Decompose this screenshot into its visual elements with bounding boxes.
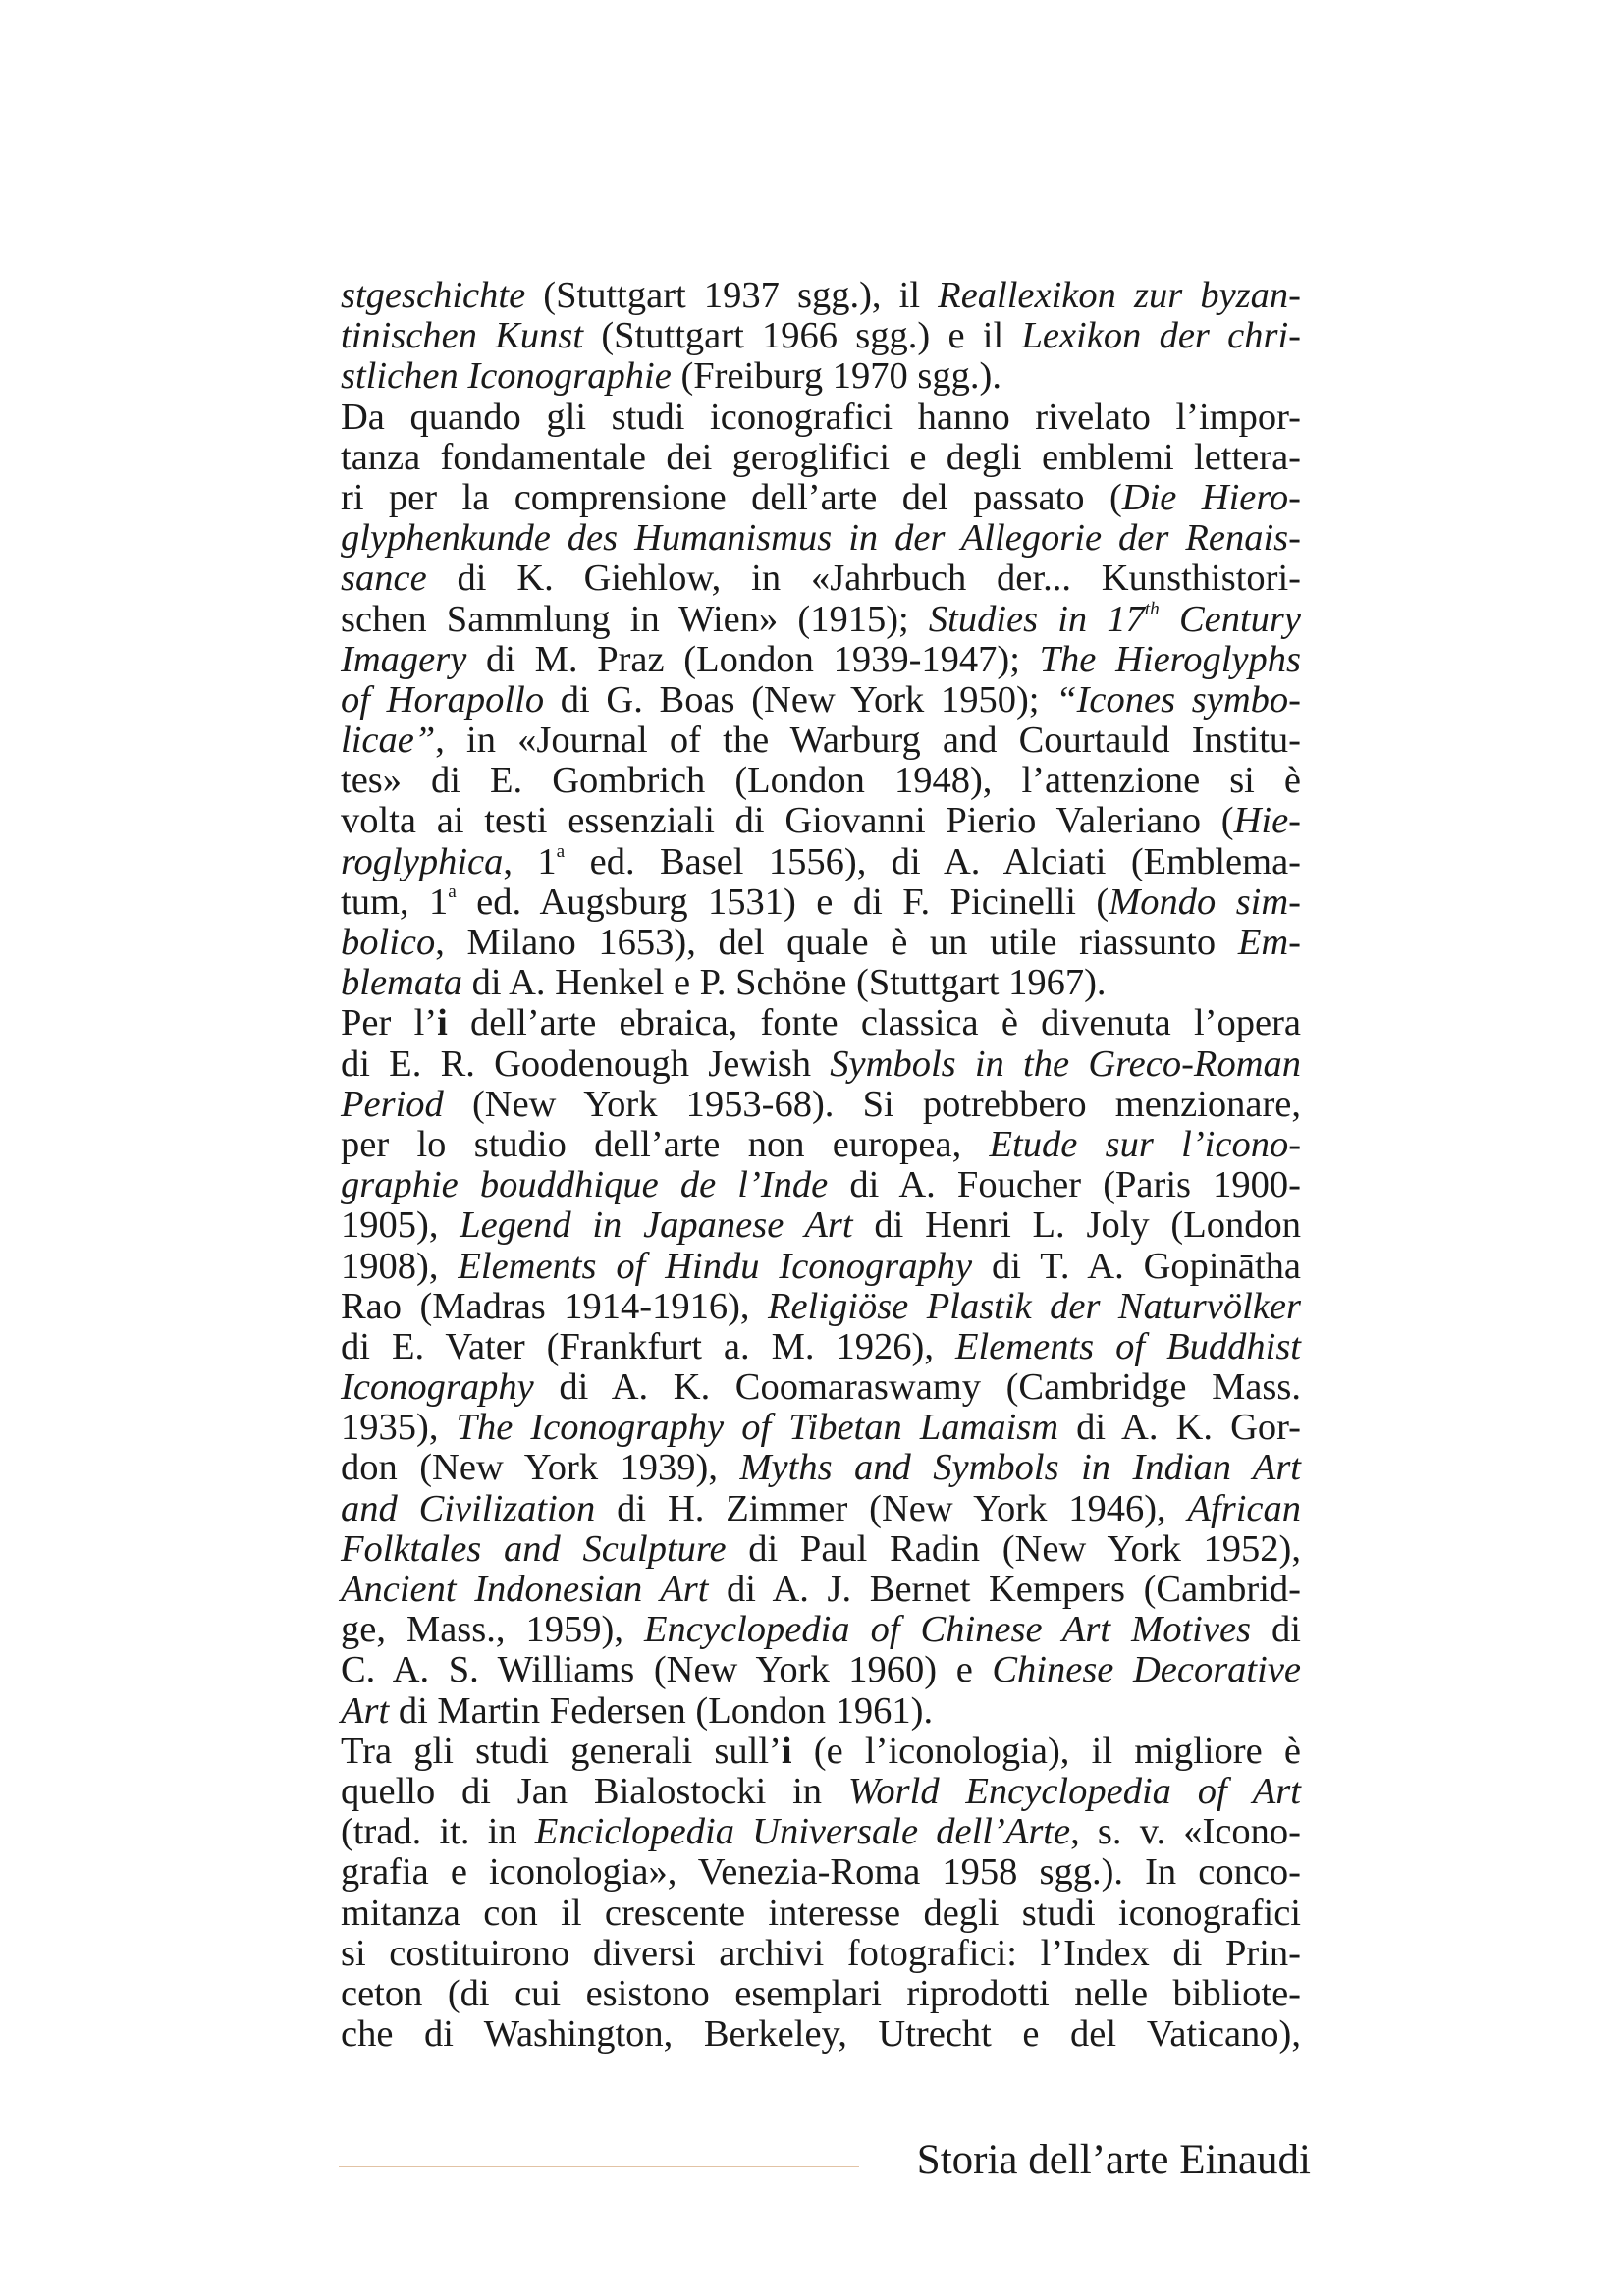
text-line: Imagery di M. Praz (London 1939-1947); The Hieroglyphs [341,638,1301,680]
text-line: blemata di A. Henkel e P. Schöne (Stuttgart 1967). [341,962,1107,1004]
body-text [341,276,1301,2055]
text-line: tes» di E. Gombrich (London 1948), l’attenzione si è [341,760,1301,802]
text-line: schen Sammlung in Wien» (1915); Studies in 17th Century [341,598,1301,640]
text-line: tinischen Kunst (Stuttgart 1966 sgg.) e il Lexikon der chri- [341,315,1301,357]
text-line: ge, Mass., 1959), Encyclopedia of Chinese Art Motives di [341,1609,1301,1651]
text-line: che di Washington, Berkeley, Utrecht e del Vaticano), [341,2013,1301,2056]
text-line: Iconography di A. K. Coomaraswamy (Cambridge Mass. [341,1366,1301,1409]
text-line: sance di K. Giehlow, in «Jahrbuch der... Kunsthistori- [341,558,1301,600]
text-line: don (New York 1939), Myths and Symbols in Indian Art [341,1447,1302,1489]
text-line: 1935), The Iconography of Tibetan Lamaism di A. K. Gor- [341,1407,1301,1449]
text-line: Folktales and Sculpture di Paul Radin (New York 1952), [341,1527,1301,1570]
text-line: grafia e iconologia», Venezia-Roma 1958 sgg.). In conco- [341,1851,1301,1894]
text-line: bolico, Milano 1653), del quale è un utile riassunto Em- [341,922,1301,963]
text-line: glyphenkunde des Humanismus in der Allegorie der Renais- [341,517,1301,560]
text-line: mitanza con il crescente interesse degli studi iconografici [341,1892,1301,1934]
text-line: Tra gli studi generali sull’i (e l’iconologia), il migliore è [341,1730,1301,1772]
text-line: per lo studio dell’arte non europea, Etude sur l’icono- [341,1123,1302,1165]
text-line: ri per la comprensione dell’arte del passato (Die Hiero- [341,476,1301,518]
text-line: and Civilization di H. Zimmer (New York 1946), African [341,1487,1301,1529]
text-line: Ancient Indonesian Art di A. J. Bernet Kempers (Cambrid- [341,1569,1301,1610]
text-line: C. A. S. Williams (New York 1960) e Chinese Decorative [341,1649,1301,1691]
text-line: Rao (Madras 1914-1916), Religiöse Plastik der Naturvölker [341,1285,1301,1327]
text-line: 1908), Elements of Hindu Iconography di T. A. Gopinātha [341,1245,1301,1287]
text-line: Per l’i dell’arte ebraica, fonte classica è divenuta l’opera [341,1002,1301,1044]
text-line: di E. Vater (Frankfurt a. M. 1926), Elements of Buddhist [341,1325,1301,1367]
text-line: si costituirono diversi archivi fotografici: l’Index di Prin- [341,1932,1301,1974]
footer-publisher: Storia dell’arte Einaudi [916,2137,1311,2183]
text-line: stlichen Iconographie (Freiburg 1970 sgg.). [341,355,1001,398]
text-line: licae”, in «Journal of the Warburg and Courtauld Institu- [341,720,1301,762]
text-line: ceton (di cui esistono esemplari riprodotti nelle bibliote- [341,1972,1301,2014]
text-line: Period (New York 1953-68). Si potrebbero menzionare, [341,1083,1301,1125]
text-line: quello di Jan Bialostocki in World Encyclopedia of Art [341,1770,1301,1812]
text-line: roglyphica, 1$^a$ ed. Basel 1556), di A. Alciati (Emblema- [341,840,1302,882]
text-line: tum, 1$^a$ ed. Augsburg 1531) e di F. Picinelli (Mondo sim- [341,881,1301,923]
text-line: of Horapollo di G. Boas (New York 1950); “Icones symbo- [341,678,1301,721]
text-line: volta ai testi essenziali di Giovanni Pierio Valeriano (Hie- [341,800,1301,842]
text-line: 1905), Legend in Japanese Art di Henri L. Joly (London [341,1204,1302,1247]
text-line: tanza fondamentale dei geroglifici e degli emblemi lettera- [341,436,1301,478]
text-line: Da quando gli studi iconografici hanno rivelato l’impor- [341,396,1301,438]
text-line: Art di Martin Federsen (London 1961). [341,1689,934,1732]
text-line: graphie bouddhique de l’Inde di A. Foucher (Paris 1900- [341,1164,1301,1206]
text-line: di E. R. Goodenough Jewish Symbols in the Greco-Roman [341,1042,1301,1085]
text-line: (trad. it. in Enciclopedia Universale dell’Arte, s. v. «Icono- [341,1811,1301,1853]
footer-rule [339,2166,859,2167]
text-line: stgeschichte (Stuttgart 1937 sgg.), il Reallexikon zur byzan- [341,275,1301,316]
